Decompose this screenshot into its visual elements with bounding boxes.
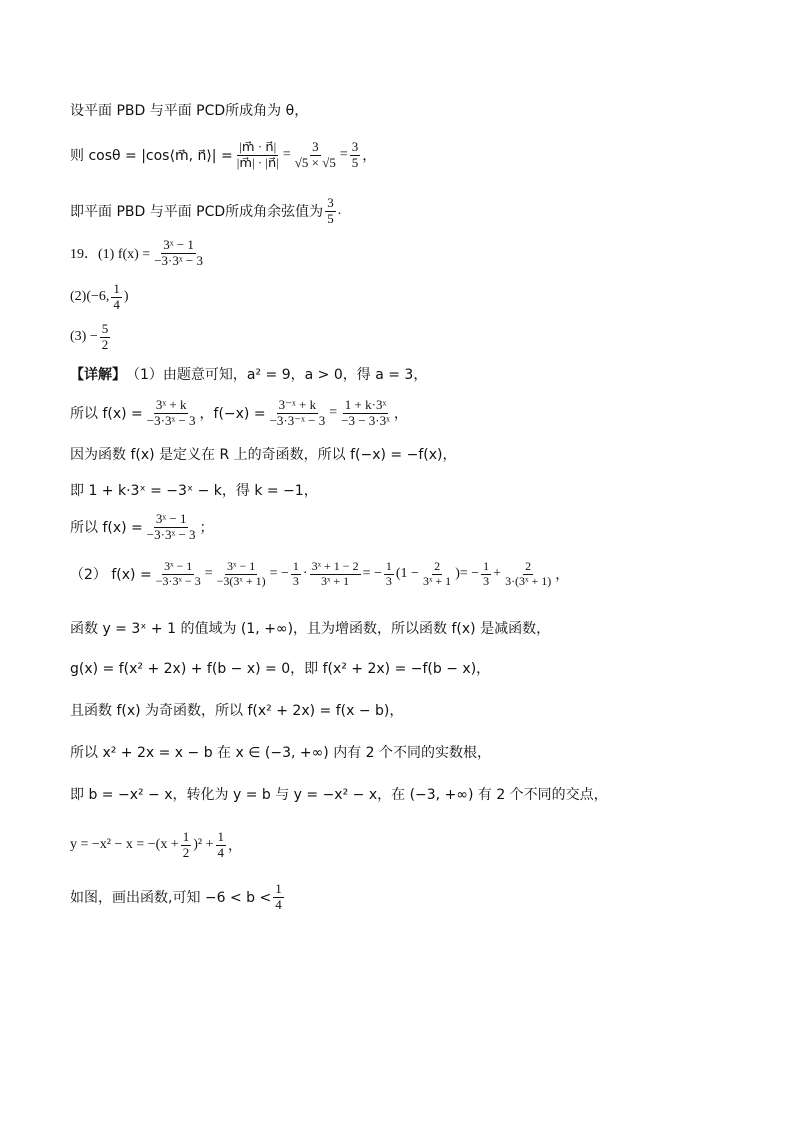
- fraction-one-third: [384, 560, 394, 589]
- fraction-numerator: 3ˣ − 1: [163, 237, 194, 252]
- fraction-fx-k: [145, 398, 198, 429]
- fraction-denominator: 2: [101, 336, 109, 352]
- fraction-simplified: [339, 398, 392, 429]
- fraction-three-fifths: [325, 196, 336, 227]
- line-text: ，f(−x) =: [199, 406, 266, 423]
- fraction-one-half: [181, 830, 192, 861]
- fraction-numerator: |m⃗ · n⃗|: [239, 139, 277, 154]
- detail-tag: 【详解】: [70, 367, 126, 383]
- fraction-denominator: 3·(3ˣ + 1): [505, 573, 552, 588]
- fraction-step5: [503, 560, 553, 589]
- text-line-intersections: [70, 784, 608, 804]
- fraction-denominator: 3: [292, 573, 299, 588]
- fraction-numerator: 3ˣ + 1 − 2: [311, 559, 359, 573]
- line-text: （2） f(x) =: [70, 567, 152, 584]
- fraction-numerator: 3ˣ − 1: [226, 559, 256, 573]
- equation-cos-theta: [70, 140, 376, 171]
- fraction-denominator: −3 − 3·3ˣ: [341, 412, 390, 428]
- line-text: 且函数 f(x) 为奇函数，所以 f(x² + 2x) = f(x − b)，: [70, 703, 404, 719]
- fraction-one-quarter: [273, 882, 284, 913]
- fraction-denominator: 3ˣ + 1: [320, 573, 350, 588]
- text-line-conclusion: [70, 882, 286, 913]
- answer-19-part1: [70, 238, 207, 269]
- fraction-numerator: 2: [434, 559, 441, 573]
- fraction-one-quarter: [111, 282, 122, 313]
- line-text: 所以 x² + 2x = x − b 在 x ∈ (−3, +∞) 内有 2 个不同的实数根，: [70, 745, 491, 761]
- equals-sign: =: [329, 405, 338, 421]
- fraction-numerator: 3ˣ − 1: [155, 511, 187, 526]
- fraction-step3: [310, 560, 361, 589]
- fraction-denominator: −3·3ˣ − 3: [155, 573, 201, 588]
- text-line-range: [70, 618, 550, 638]
- fraction-denominator: 4: [113, 296, 120, 312]
- line-text: g(x) = f(x² + 2x) + f(b − x) = 0，即 f(x² + 2x) = −f(b − x)，: [70, 661, 491, 677]
- fraction-step2: [215, 560, 268, 589]
- fraction-fx: [145, 512, 198, 543]
- line-text: 即 1 + k·3ˣ = −3ˣ − k，得 k = −1，: [70, 483, 318, 499]
- line-text: 19．(1) f(x) =: [70, 247, 151, 263]
- text-line-two-roots: [70, 742, 491, 762]
- equation-f-and-f-neg: [70, 398, 408, 429]
- equals-sign: =: [282, 147, 291, 163]
- paren-open: (1 −: [395, 566, 419, 582]
- text-line-solve-k: [70, 480, 318, 500]
- plus-sign: +: [493, 566, 502, 582]
- fraction-denominator: 4: [217, 844, 224, 860]
- equals-sign: =: [339, 147, 348, 163]
- fraction-numerator: 1: [385, 559, 392, 573]
- fraction-step4: [421, 560, 453, 589]
- fraction-denominator: −3·3⁻ˣ − 3: [269, 412, 326, 428]
- line-text: （1）由题意可知，a² = 9，a > 0，得 a = 3，: [126, 367, 428, 383]
- fraction-denominator: 3: [483, 573, 490, 588]
- fraction-numerator: 1: [182, 829, 190, 844]
- punctuation: ，: [362, 148, 377, 165]
- punctuation: .: [337, 203, 342, 219]
- fraction-denominator: 3: [385, 573, 392, 588]
- punctuation: ，: [228, 838, 242, 855]
- fraction-numerator: 3: [327, 195, 334, 210]
- punctuation: ；: [199, 520, 214, 537]
- line-text: 如图，画出函数,可知 −6 < b <: [70, 890, 272, 907]
- text-line-odd-relation: [70, 700, 403, 720]
- punctuation: ，: [393, 406, 408, 423]
- fraction-numerator: 3ˣ + k: [155, 397, 187, 412]
- punctuation: ，: [555, 567, 570, 584]
- fraction-numerator: 1: [292, 559, 299, 573]
- fraction-denominator: −3·3ˣ − 3: [146, 526, 196, 542]
- fraction-numerator: 1: [483, 559, 490, 573]
- text-line-odd-function: [70, 444, 456, 464]
- equals-sign: =: [204, 566, 213, 582]
- fraction-one-third: [291, 560, 301, 589]
- equation-f-final: [70, 512, 214, 543]
- fraction-denominator: −3(3ˣ + 1): [216, 573, 266, 588]
- fraction-denominator: |m⃗| · |n⃗|: [236, 154, 279, 170]
- fraction-denominator: 3ˣ + 1: [422, 573, 452, 588]
- equation-f-rewrite-chain: [70, 560, 569, 589]
- equation-vertex-form: [70, 830, 242, 861]
- answer-19-part2: [70, 282, 129, 313]
- line-text: 所以 f(x) =: [70, 406, 143, 423]
- fraction-three-over-roots: [293, 140, 338, 171]
- fraction-numerator: 5: [101, 321, 109, 336]
- fraction-numerator: 2: [525, 559, 532, 573]
- fraction-denominator: 2: [182, 844, 190, 860]
- fraction-numerator: 1 + k·3ˣ: [344, 397, 387, 412]
- line-text: 即 b = −x² − x，转化为 y = b 与 y = −x² − x，在 (−3, +∞) 有 2 个不同的交点，: [70, 787, 608, 803]
- fraction-numerator: 3: [351, 139, 359, 154]
- answer-19-part3: [70, 322, 112, 353]
- fraction-numerator: 1: [217, 829, 224, 844]
- fraction-denominator: 5: [327, 210, 334, 226]
- paren-close: ): [455, 566, 460, 582]
- text-line-angle-definition: [70, 100, 308, 120]
- text-line-g-equation: [70, 658, 490, 678]
- equals-sign: = −: [459, 566, 480, 582]
- line-text: 所以 f(x) =: [70, 520, 143, 537]
- equals-sign: = −: [269, 566, 289, 582]
- line-text: (2)(−6,: [70, 289, 110, 305]
- line-text: 设平面 PBD 与平面 PCD所成角为 θ，: [70, 103, 309, 119]
- equation-prefix: 则 cosθ = |cos⟨m⃗, n⃗⟩| =: [70, 148, 233, 165]
- line-text: y = −x² − x = −(x +: [70, 837, 179, 853]
- fraction-denominator: −3·3ˣ − 3: [154, 252, 203, 268]
- text-line-cosine-result: [70, 196, 341, 227]
- fraction-numerator: 1: [275, 881, 282, 896]
- fraction-numerator: 1: [113, 281, 120, 296]
- fraction-denominator: √5 × √5: [294, 154, 336, 170]
- fraction-five-halves: [100, 322, 111, 353]
- fraction-step1: [154, 560, 203, 589]
- fraction-numerator: 3⁻ˣ + k: [278, 397, 317, 412]
- fraction-f-neg-x: [268, 398, 328, 429]
- fraction-dot-over-norms: [235, 140, 281, 171]
- fraction-denominator: 4: [275, 896, 282, 912]
- line-text: 即平面 PBD 与平面 PCD所成角余弦值为: [70, 204, 324, 221]
- dot-operator: ·: [302, 566, 308, 582]
- punctuation: ): [123, 289, 129, 305]
- fraction-denominator: 5: [351, 154, 359, 170]
- fraction-one-quarter: [216, 830, 227, 861]
- line-text: 因为函数 f(x) 是定义在 R 上的奇函数，所以 f(−x) = −f(x)，: [70, 447, 457, 463]
- fraction-denominator: −3·3ˣ − 3: [146, 412, 196, 428]
- detail-intro-line: [70, 364, 427, 384]
- line-text: 函数 y = 3ˣ + 1 的值域为 (1, +∞)，且为增函数，所以函数 f(x) 是减函数，: [70, 621, 551, 637]
- line-text: (3) −: [70, 329, 98, 345]
- line-text: )² +: [193, 837, 214, 853]
- fraction-numerator: 3ˣ − 1: [164, 559, 193, 573]
- fraction-three-fifths: [350, 140, 361, 171]
- fraction-fx: [152, 238, 205, 269]
- fraction-numerator: 3: [312, 139, 319, 154]
- fraction-one-third: [481, 560, 491, 589]
- equals-sign: = −: [362, 566, 382, 582]
